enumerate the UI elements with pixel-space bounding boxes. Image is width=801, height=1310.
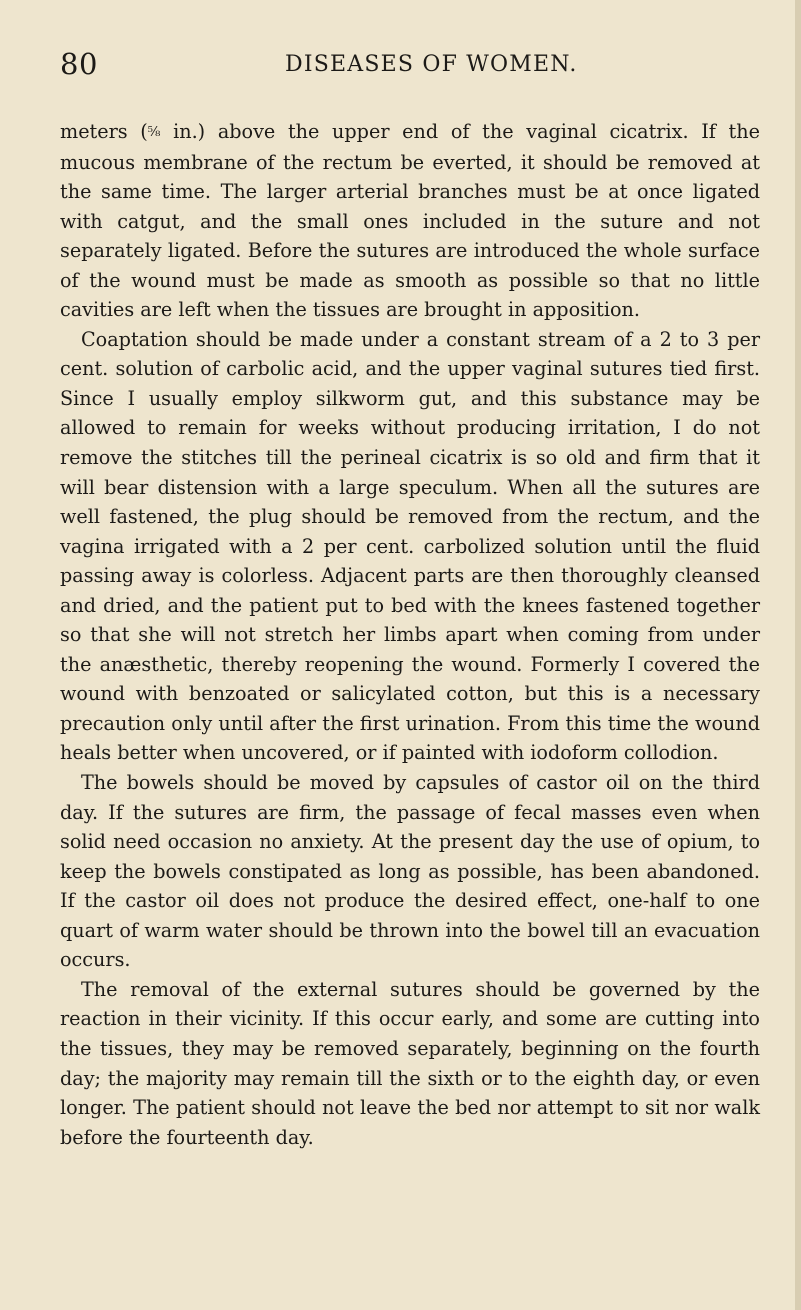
paragraph-4: The removal of the external sutures should be governed by the reaction in their vicinity. If this occur early, and some are cutting into the tissues, they may be removed separately, beginning on the fourth day; the majority may remain till the sixth or to the eighth day, or even longer. The patient should not leave the bed nor attempt to sit nor walk before the fourteenth day. xyxy=(60,977,760,1149)
page-number: 80 xyxy=(60,47,98,81)
paragraph-2: Coaptation should be made under a constant stream of a 2 to 3 per cent. solution of carbolic acid, and the upper vaginal sutures tied first. Since I usually employ silkworm gut, and this substance may be allowed to remain for weeks without producing irritation, I do not remove the stitches till the perineal cicatrix is so old and firm that it will bear distension with a large speculum. When all the sutures are well fastened, the plug should be removed from the rectum, and the vagina irrigated with a 2 per cent. carbolized solution until the fluid passing away is colorless. Adjacent parts are then thoroughly cleansed and dried, and the patient put to bed with the knees fastened together so that she will not stretch her limbs apart when coming from under the anæsthetic, thereby reopening the wound. Formerly I covered the wound with benzoated or salicylated cotton, but this is a necessary precaution only until after the first urination. From this time the wound heals better when uncovered, or if painted with iodoform collodion. xyxy=(60,327,760,765)
paragraph-1-rest: in.) above the upper end of the vaginal cicatrix. If the mucous membrane of the rectum be everted, it should be removed at the same time. The larger arterial branches must be at once ligated with catgut, and the small ones included in the suture and not separately ligated. Before the sutures are introduced the whole surface of the wound must be made as smooth as possible so that no little cavities are left when the tissues are brought in apposition. xyxy=(60,120,760,322)
paragraph-1 xyxy=(60,117,760,325)
paragraph-3: The bowels should be moved by capsules of castor oil on the third day. If the sutures are firm, the passage of fecal masses even when solid need occasion no anxiety. At the present day the use of opium, to keep the bowels constipated as long as possible, has been abandoned. If the castor oil does not produce the desired effect, one-half to one quart of warm water should be thrown into the bowel till an evacuation occurs. xyxy=(60,771,760,972)
running-head: DISEASES OF WOMEN. xyxy=(285,52,578,77)
paragraph-1-start: meters ( xyxy=(60,120,148,143)
page-header xyxy=(60,44,760,84)
body-text xyxy=(60,117,760,1152)
fraction-five-eighths: ⅝ xyxy=(147,125,161,140)
